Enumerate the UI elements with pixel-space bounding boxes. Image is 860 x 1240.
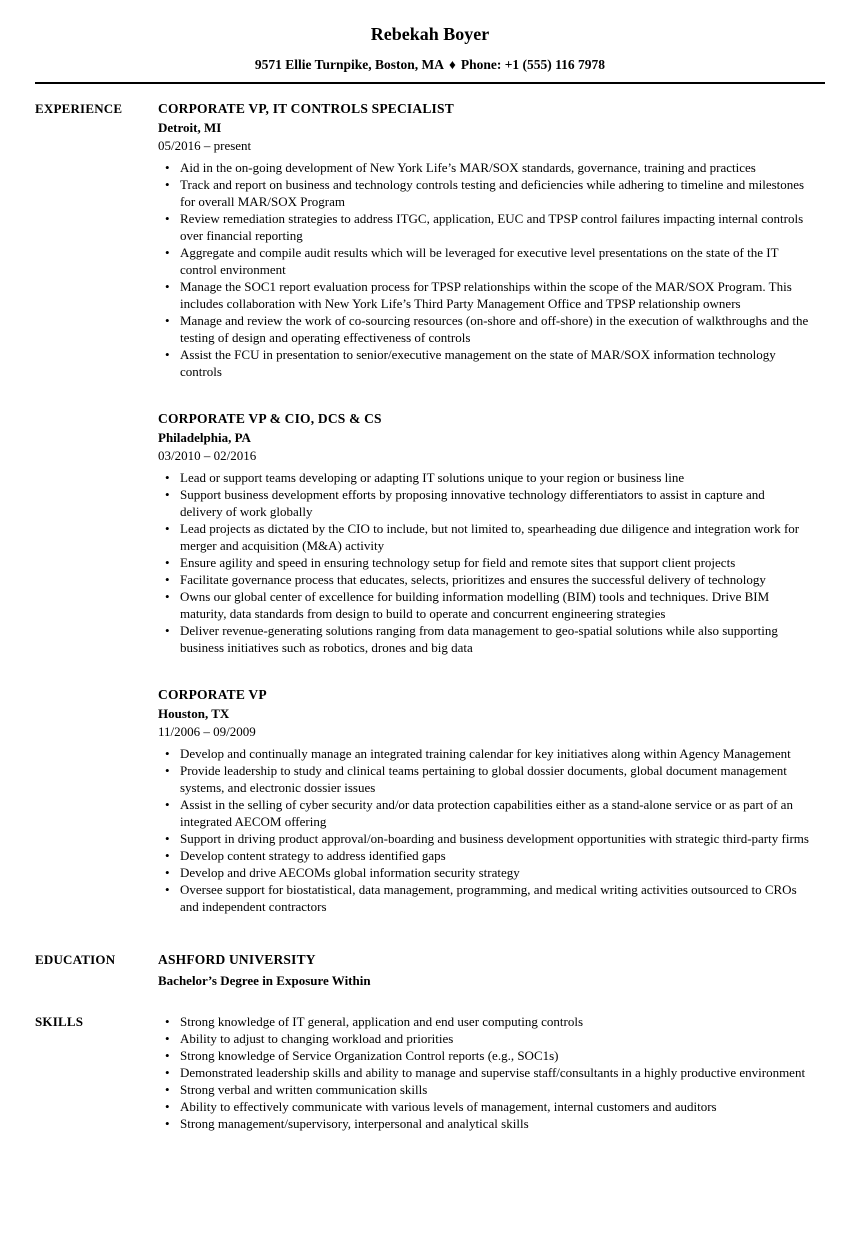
bullet-item: • Lead or support teams developing or adapting IT solutions unique to your region or business line — [158, 469, 810, 486]
bullet-item: • Assist the FCU in presentation to senior/executive management on the state of MAR/SOX information technology controls — [158, 346, 810, 380]
bullet-item: • Owns our global center of excellence for building information modelling (BIM) tools and techniques. Drive BIM maturity, data standards from design to build to operate and concurrent engineering strategies — [158, 588, 810, 622]
job-bullet-list — [158, 469, 810, 656]
section-label-skills: SKILLS — [35, 1014, 84, 1029]
job-location: Detroit, MI — [158, 120, 222, 135]
bullet-item: • Review remediation strategies to address ITGC, application, EUC and TPSP control failures impacting internal controls over financial reporting — [158, 210, 810, 244]
bullet-item: • Demonstrated leadership skills and ability to manage and supervise staff/consultants in a highly productive environment — [158, 1064, 810, 1081]
section-label-education: EDUCATION — [35, 952, 116, 967]
bullet-item: • Develop and drive AECOMs global information security strategy — [158, 864, 810, 881]
bullet-item: • Strong knowledge of Service Organization Control reports (e.g., SOC1s) — [158, 1047, 810, 1064]
bullet-item: • Strong verbal and written communication skills — [158, 1081, 810, 1098]
contact-address: 9571 Ellie Turnpike, Boston, MA — [254, 57, 444, 72]
bullet-item: • Provide leadership to study and clinical teams pertaining to global dossier documents, global document management systems, and electronic dossier issues — [158, 762, 810, 796]
bullet-item: • Strong management/supervisory, interpersonal and analytical skills — [158, 1115, 810, 1132]
section-label-experience: EXPERIENCE — [35, 101, 123, 116]
bullet-item: • Assist in the selling of cyber security and/or data protection capabilities either as a stand-alone service or as part of an integrated AECOM offering — [158, 796, 810, 830]
resume-body — [0, 84, 860, 1132]
bullet-item: • Ability to effectively communicate with various levels of management, internal customers and auditors — [158, 1098, 810, 1115]
experience-content — [158, 100, 810, 915]
job-entry — [158, 100, 810, 380]
job-title: CORPORATE VP & CIO, DCS & CS — [158, 411, 382, 426]
contact-line — [0, 56, 860, 73]
resume-header — [0, 0, 860, 84]
job-entry — [158, 686, 810, 915]
bullet-item: • Aid in the on-going development of New York Life’s MAR/SOX standards, governance, training and practices — [158, 159, 810, 176]
section-experience — [0, 100, 860, 915]
degree-name: Bachelor’s Degree in Exposure Within — [158, 973, 371, 988]
skills-content — [158, 1013, 810, 1132]
bullet-item: • Develop and continually manage an integrated training calendar for key initiatives along within Agency Management — [158, 745, 810, 762]
school-name: ASHFORD UNIVERSITY — [158, 952, 316, 967]
person-name: Rebekah Boyer — [370, 24, 490, 44]
bullet-item: • Strong knowledge of IT general, application and end user computing controls — [158, 1013, 810, 1030]
section-skills — [0, 1013, 860, 1132]
bullet-item: • Aggregate and compile audit results which will be leveraged for executive level presentations on the state of the IT control environment — [158, 244, 810, 278]
job-location: Philadelphia, PA — [158, 430, 251, 445]
job-entry — [158, 410, 810, 656]
bullet-item: • Manage the SOC1 report evaluation process for TPSP relationships within the scope of the MAR/SOX Program. This includes collaboration with New York Life’s Third Party Management Office and TPSP relationship owners — [158, 278, 810, 312]
bullet-item: • Deliver revenue-generating solutions ranging from data management to geo-spatial solutions while also supporting business initiatives such as robotics, drones and big data — [158, 622, 810, 656]
job-dates: 03/2010 – 02/2016 — [158, 448, 257, 463]
bullet-item: • Manage and review the work of co-sourcing resources (on-shore and off-shore) in the execution of walkthroughs and the testing of design and operating effectiveness of controls — [158, 312, 810, 346]
bullet-item: • Track and report on business and technology controls testing and deficiencies while adhering to timeline and milestones for overall MAR/SOX Program — [158, 176, 810, 210]
bullet-item: • Support in driving product approval/on-boarding and business development opportunities with strategic third-party firms — [158, 830, 810, 847]
bullet-item: • Lead projects as dictated by the CIO to include, but not limited to, spearheading due diligence and integration work for merger and acquisition (M&A) activity — [158, 520, 810, 554]
contact-phone: Phone: +1 (555) 116 7978 — [460, 57, 606, 72]
section-education — [0, 951, 860, 989]
education-content — [158, 951, 810, 989]
job-bullet-list — [158, 159, 810, 380]
skills-bullet-list — [158, 1013, 810, 1132]
bullet-item: • Oversee support for biostatistical, data management, programming, and medical writing activities outsourced to CROs and independent contractors — [158, 881, 810, 915]
job-bullet-list — [158, 745, 810, 915]
job-dates: 11/2006 – 09/2009 — [158, 724, 256, 739]
bullet-item: • Ensure agility and speed in ensuring technology setup for field and remote sites that support client projects — [158, 554, 810, 571]
bullet-item: • Develop content strategy to address identified gaps — [158, 847, 810, 864]
bullet-item: • Ability to adjust to changing workload and priorities — [158, 1030, 810, 1047]
job-dates: 05/2016 – present — [158, 138, 252, 153]
job-title: CORPORATE VP, IT CONTROLS SPECIALIST — [158, 101, 454, 116]
diamond-separator-icon: ♦ — [448, 57, 456, 72]
job-location: Houston, TX — [158, 706, 230, 721]
job-title: CORPORATE VP — [158, 687, 267, 702]
bullet-item: • Facilitate governance process that educates, selects, prioritizes and ensures the successful delivery of technology — [158, 571, 810, 588]
bullet-item: • Support business development efforts by proposing innovative technology differentiators to assist in capture and delivery of work globally — [158, 486, 810, 520]
